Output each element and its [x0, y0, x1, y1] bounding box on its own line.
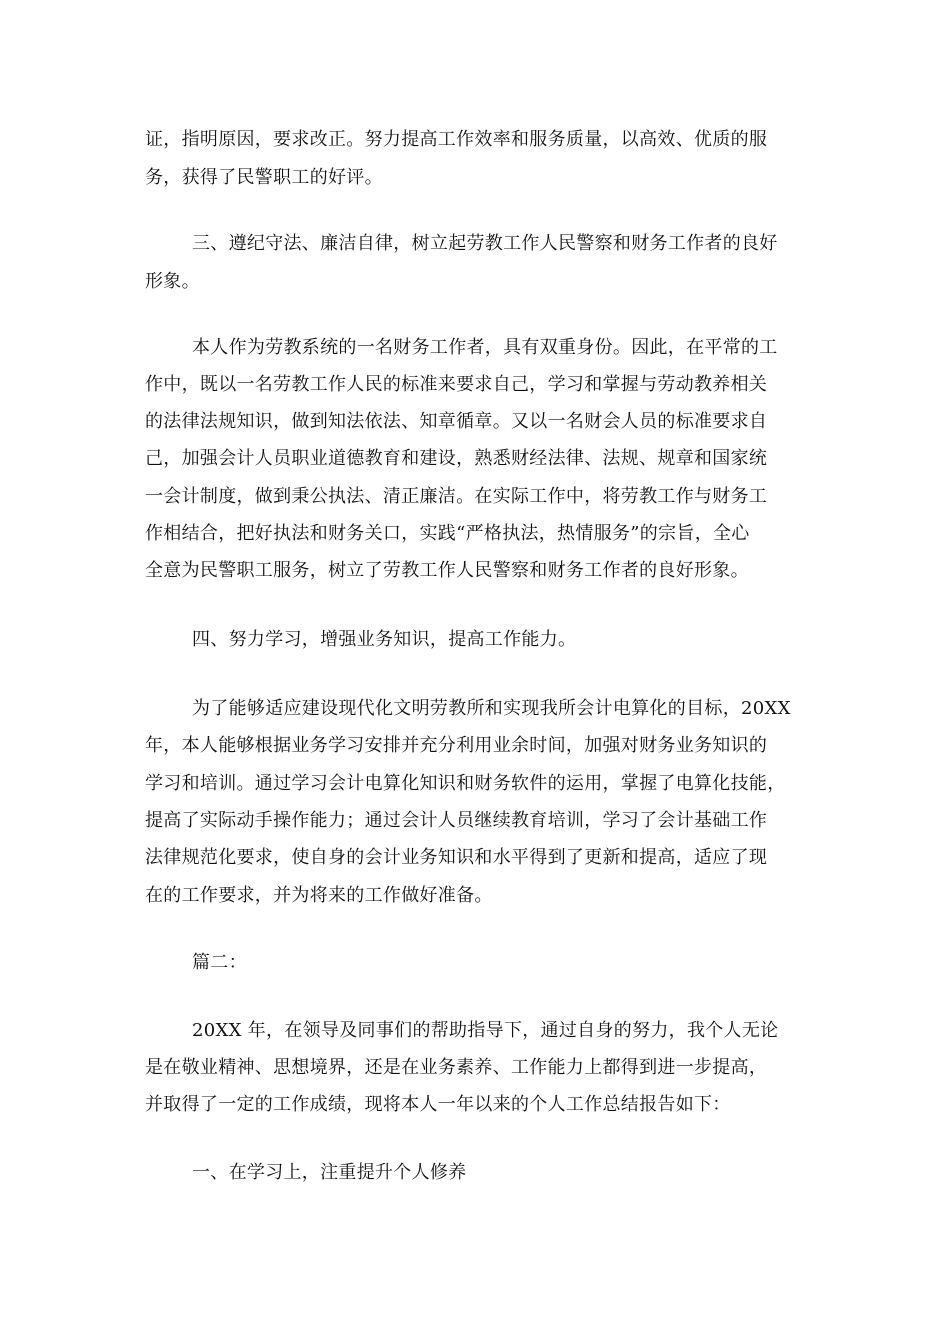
section-heading: 一、在学习上，注重提升个人修养 — [192, 1162, 467, 1183]
text-line: 证，指明原因，要求改正。努力提高工作效率和服务质量，以高效、优质的服 — [145, 129, 768, 150]
text-line: 并取得了一定的工作成绩，现将本人一年以来的个人工作总结报告如下： — [145, 1094, 731, 1115]
text-line: 形象。 — [145, 271, 200, 292]
text-line: 法律规范化要求，使自身的会计业务知识和水平得到了更新和提高，适应了现 — [145, 847, 768, 868]
text-line: 全意为民警职工服务，树立了劳教工作人民警察和财务工作者的良好形象。 — [145, 560, 749, 581]
paragraph-first-line: 为了能够适应建设现代化文明劳教所和实现我所会计电算化的目标，20XX — [192, 698, 791, 719]
text-line: 提高了实际动手操作能力；通过会计人员继续教育培训，学习了会计基础工作 — [145, 810, 768, 831]
paragraph-first-line: 20XX 年，在领导及同事们的帮助指导下，通过自身的努力，我个人无论 — [192, 1020, 779, 1041]
text-line: 一会计制度，做到秉公执法、清正廉洁。在实际工作中，将劳教工作与财务工 — [145, 486, 768, 507]
paragraph-first-line: 本人作为劳教系统的一名财务工作者，具有双重身份。因此，在平常的工 — [192, 337, 778, 358]
section-heading: 四、努力学习，增强业务知识，提高工作能力。 — [192, 629, 577, 650]
text-line: 的法律法规知识，做到知法依法、知章循章。又以一名财会人员的标准要求自 — [145, 411, 768, 432]
text-line: 作相结合，把好执法和财务关口，实践“严格执法，热情服务”的宗旨，全心 — [145, 523, 750, 544]
text-line: 务，获得了民警职工的好评。 — [145, 167, 383, 188]
text-line: 学习和培训。通过学习会计电算化知识和财务软件的运用，掌握了电算化技能， — [145, 773, 786, 794]
text-line: 是在敬业精神、思想境界，还是在业务素养、工作能力上都得到进一步提高， — [145, 1057, 768, 1078]
section-title: 篇二： — [192, 952, 247, 973]
text-line: 年，本人能够根据业务学习安排并充分利用业余时间，加强对财务业务知识的 — [145, 735, 768, 756]
text-line: 己，加强会计人员职业道德教育和建设，熟悉财经法律、法规、规章和国家统 — [145, 448, 768, 469]
text-line: 作中，既以一名劳教工作人民的标准来要求自己，学习和掌握与劳动教养相关 — [145, 374, 768, 395]
text-line: 在的工作要求，并为将来的工作做好准备。 — [145, 885, 493, 906]
section-heading: 三、遵纪守法、廉洁自律，树立起劳教工作人民警察和财务工作者的良好 — [192, 233, 778, 254]
